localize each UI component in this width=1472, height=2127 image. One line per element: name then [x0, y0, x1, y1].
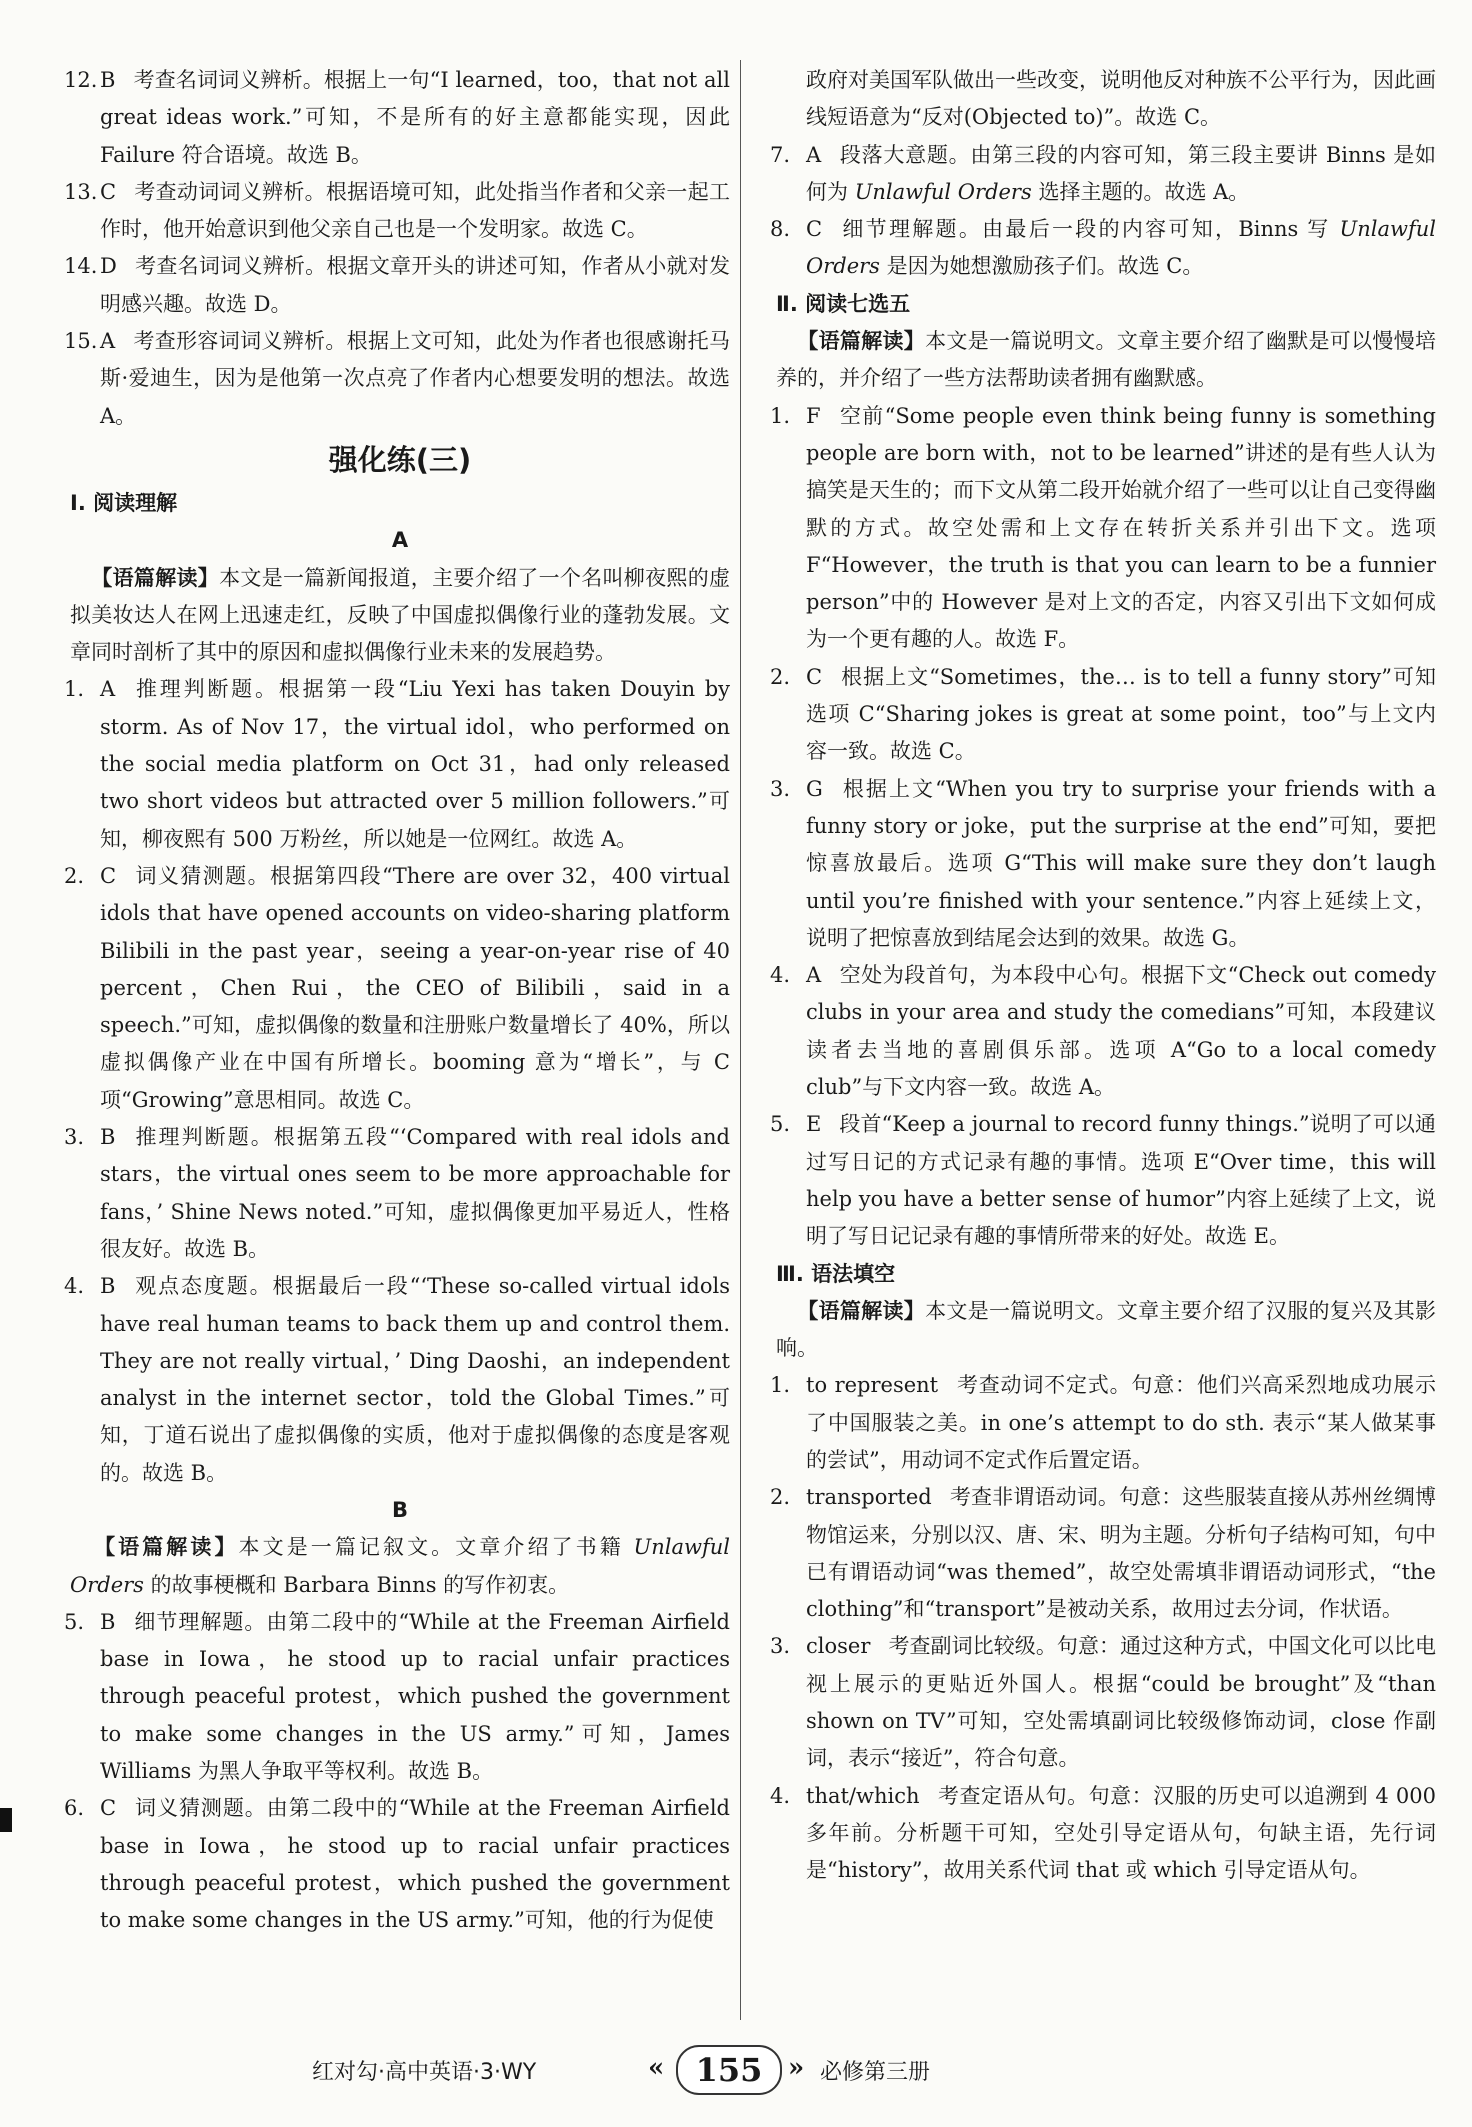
grammar-intro: 【语篇解读】本文是一篇说明文。文章主要介绍了汉服的复兴及其影响。 [776, 1298, 1437, 1361]
item-answer: C [100, 1796, 117, 1821]
answer-item [770, 1778, 1436, 1890]
section-seven-choose-five: Ⅱ. 阅读七选五 [776, 291, 911, 316]
item-number: 14. [64, 254, 98, 279]
item-explanation: 考查动词不定式。句意：他们兴高采烈地成功展示了中国服装之美。in one’s attempt to do sth. 表示“某人做某事的尝试”，用动词不定式作后置定语。 [806, 1373, 1436, 1472]
answer-item [64, 323, 730, 435]
item-number: 1. [770, 403, 791, 428]
item-answer: C [100, 179, 117, 204]
item-explanation: 细节理解题。由第二段中的“While at the Freeman Airfield base in Iowa，he stood up to racial unfair practices through peaceful protest，which pushed the government to make some changes in the US army.”可知，James Williams 为黑人争取平等权利。故选 B。 [100, 1609, 730, 1784]
answer-item [64, 1790, 730, 1939]
item-answer: A [806, 142, 822, 167]
item-explanation: 选择主题的。故选 A。 [1031, 179, 1250, 204]
item-explanation: 根据上文“Sometimes，the… is to tell a funny story”可知选项 C“Sharing jokes is great at some point，too”与上文内容一致。故选 C。 [806, 664, 1436, 764]
item-explanation: 细节理解题。由最后一段的内容可知，Binns 写 [840, 217, 1340, 242]
item-answer: C [806, 217, 823, 242]
item-explanation: 空处为段首句，为本段中心句。根据下文“Check out comedy clubs in your area and study the comedians”可知，本段建议读者去当地的喜剧俱乐部。选项 A“Go to a local comedy club”与下文内容一致。故选 A。 [806, 963, 1436, 1100]
footer-arrow-left: « [648, 2053, 665, 2083]
answer-item [770, 1367, 1436, 1479]
item-explanation: 根据上文“When you try to surprise your friends with a funny story or joke，put the surprise at the end”可知，要把惊喜放最后。选项 G“This will make sure they don’t laugh until you’re finished with your sentence.”内容上延续上文，说明了把惊喜放到结尾会达到的效果。故选 G。 [806, 776, 1436, 950]
item-answer: C [100, 863, 117, 888]
footer-book-title: 红对勾·高中英语·3·WY [312, 2060, 537, 2085]
answer-item [770, 398, 1436, 659]
item-number: 4. [770, 1783, 791, 1808]
item-number: 15. [64, 329, 98, 354]
item-explanation: 考查动词词义辨析。根据语境可知，此处指当作者和父亲一起工作时，他开始意识到他父亲自己也是一个发明家。故选 C。 [100, 179, 730, 242]
answer-item [770, 1628, 1436, 1777]
answer-item [64, 858, 730, 1119]
footer-arrow-right: » [788, 2053, 805, 2083]
page-footer [0, 2045, 1472, 2095]
page-number: 155 [676, 2045, 782, 2095]
answer-item [770, 211, 1436, 286]
item-number: 3. [64, 1125, 85, 1150]
page-heading: 强化练(三) [328, 442, 472, 477]
item-explanation: 考查非谓语动词。句意：这些服装直接从苏州丝绸博物馆运来，分别以汉、唐、宋、明为主题。分析句子结构可知，句中已有谓语动词“was themed”，故空处需填非谓语动词形式，“the clothing”和“transport”是被动关系，故用过去分词，作状语。 [806, 1485, 1436, 1622]
item-answer: E [806, 1112, 822, 1137]
item-answer: B [100, 1609, 116, 1634]
passage-a-intro: 【语篇解读】本文是一篇新闻报道，主要介绍了一个名叫柳夜熙的虚拟美妆达人在网上迅速走红，反映了中国虚拟偶像行业的蓬勃发展。文章同时剖析了其中的原因和虚拟偶像行业未来的发展趋势。 [70, 565, 731, 665]
item-answer: A [100, 329, 116, 354]
item-number: 5. [770, 1112, 791, 1137]
item-explanation: 推理判断题。根据第五段“‘Compared with real idols and stars，the virtual ones seem to be more approachable for fans，’ Shine News noted.”可知，虚拟偶像更加平易近人，性格很友好。故选 B。 [100, 1125, 730, 1261]
item-explanation: 考查名词词义辨析。根据文章开头的讲述可知，作者从小就对发明感兴趣。故选 D。 [100, 254, 730, 316]
answer-item [770, 957, 1436, 1106]
passage-a-label: A [391, 528, 409, 553]
item-number: 1. [64, 677, 85, 702]
item-number: 4. [64, 1274, 85, 1299]
answer-item [64, 248, 730, 323]
item-explanation: 词义猜测题。根据第四段“There are over 32，400 virtual idols that have opened accounts on video-sharing platform Bilibili in the past year，seeing a year-on-year rise of 40 percent，Chen Rui，the CEO of Bilibili，said in a speech.”可知，虚拟偶像的数量和注册账户数量增长了 40%，所以虚拟偶像产业在中国有所增长。booming 意为“增长”，与 C 项“Growing”意思相同。故选 C。 [100, 863, 730, 1112]
item-explanation: 考查形容词词义辨析。根据上文可知，此处为作者也很感谢托马斯·爱迪生，因为是他第一次点亮了作者内心想要发明的想法。故选 A。 [100, 329, 730, 428]
item-number: 4. [770, 963, 791, 988]
item-explanation: 词义猜测题。由第二段中的“While at the Freeman Airfield base in Iowa，he stood up to racial unfair practices through peaceful protest，which pushed the government to make some changes in the US army.”可知，他的行为促使 [100, 1796, 730, 1933]
item-explanation: 段首“Keep a journal to record funny things.”说明了可以通过写日记的方式记录有趣的事情。选项 E“Over time，this will help you have a better sense of humor”内容上延续了上文，说明了写日记记录有趣的事情所带来的好处。故选 E。 [806, 1112, 1436, 1249]
answer-item [770, 137, 1436, 212]
item-number: 3. [770, 1634, 791, 1659]
section-grammar-fill: Ⅲ. 语法填空 [776, 1261, 896, 1286]
item-answer: C [806, 664, 823, 689]
item-number: 5. [64, 1609, 85, 1634]
left-column [64, 62, 731, 1940]
item-number: 2. [770, 1485, 791, 1510]
item-answer: to represent [806, 1373, 939, 1398]
answer-item [64, 1604, 730, 1790]
item-answer: A [806, 963, 822, 988]
item-answer: closer [806, 1634, 871, 1659]
item-number: 3. [770, 776, 791, 801]
item-number: 6. [64, 1796, 85, 1821]
answer-item [64, 1268, 730, 1492]
book-title: Unlawful Orders [854, 179, 1032, 204]
item-number: 8. [770, 217, 791, 242]
answer-item [770, 659, 1436, 771]
section-reading: Ⅰ. 阅读理解 [70, 490, 178, 515]
item-explanation: 是因为她想激励孩子们。故选 C。 [879, 254, 1204, 279]
column-divider [740, 60, 741, 2020]
item-number: 2. [64, 863, 85, 888]
margin-mark [0, 1808, 12, 1832]
item-answer: F [806, 403, 821, 428]
item-number: 13. [64, 179, 98, 204]
item-explanation: 考查定语从句。句意：汉服的历史可以追溯到 4 000 多年前。分析题干可知，空处引导定语从句，句缺主语，先行词是“history”，故用关系代词 that 或 which 引导定语从句。 [806, 1783, 1436, 1883]
answer-continuation: 政府对美国军队做出一些改变，说明他反对种族不公平行为，因此画线短语意为“反对(Objected to)”。故选 C。 [806, 68, 1436, 130]
passage-b-intro: 【语篇解读】本文是一篇记叙文。文章介绍了书籍 Unlawful Orders 的故事梗概和 Barbara Binns 的写作初衷。 [70, 1535, 730, 1597]
answer-item [64, 671, 730, 857]
right-column [770, 62, 1437, 1890]
item-number: 7. [770, 142, 791, 167]
item-answer: that/which [806, 1783, 920, 1808]
item-explanation: 推理判断题。根据第一段“Liu Yexi has taken Douyin by storm. As of Nov 17，the virtual idol，who performed on the social media platform on Oct 31，had only released two short videos but attracted over 5 million followers.”可知，柳夜熙有 500 万粉丝，所以她是一位网红。故选 A。 [100, 677, 730, 851]
item-answer: B [100, 1125, 116, 1150]
item-explanation: 空前“Some people even think being funny is something people are born with，not to be learned”讲述的是有些人认为搞笑是天生的；而下文从第二段开始就介绍了一些可以让自己变得幽默的方式。故空处需和上文存在转折关系并引出下文。选项 F“However，the truth is that you can learn to be a funnier person”中的 However 是对上文的否定，内容又引出下文如何成为一个更有趣的人。故选 F。 [806, 403, 1436, 652]
item-answer: transported [806, 1485, 932, 1510]
item-number: 1. [770, 1373, 791, 1398]
item-explanation: 段落大意题。由第三段的内容可知，第三段主要讲 Binns 是如何为 [806, 142, 1436, 204]
answer-item [64, 62, 730, 174]
item-answer: G [806, 776, 823, 801]
item-number: 12. [64, 68, 98, 92]
seven-five-intro: 【语篇解读】本文是一篇说明文。文章主要介绍了幽默是可以慢慢培养的，并介绍了一些方法帮助读者拥有幽默感。 [776, 329, 1437, 391]
item-answer: B [100, 68, 116, 92]
answer-item [64, 174, 730, 249]
answer-item [64, 1119, 730, 1268]
footer-volume: 必修第三册 [820, 2060, 931, 2085]
item-explanation: 考查副词比较级。句意：通过这种方式，中国文化可以比电视上展示的更贴近外国人。根据“could be brought”及“than shown on TV”可知，空处需填副词比较级修饰动词，close 作副词，表示“接近”，符合句意。 [806, 1634, 1436, 1771]
item-explanation: 考查名词词义辨析。根据上一句“I learned，too，that not all great ideas work.”可知，不是所有的好主意都能实现，因此 Failure 符合语境。故选 B。 [100, 68, 730, 167]
item-explanation: 观点态度题。根据最后一段“‘These so-called virtual idols have real human teams to back them up and control them. They are not really virtual，’ Ding Daoshi，an independent analyst in the internet sector，told the Global Times.”可知，丁道石说出了虚拟偶像的实质，他对于虚拟偶像的态度是客观的。故选 B。 [100, 1274, 730, 1485]
book-title: Unlawful Orders [806, 217, 1436, 279]
answer-item [770, 1479, 1436, 1628]
answer-item [770, 1106, 1436, 1255]
passage-b-label: B [391, 1497, 408, 1522]
answer-item [770, 771, 1436, 957]
item-answer: A [100, 677, 116, 702]
item-number: 2. [770, 664, 791, 689]
item-answer: D [100, 254, 117, 279]
item-answer: B [100, 1274, 116, 1299]
